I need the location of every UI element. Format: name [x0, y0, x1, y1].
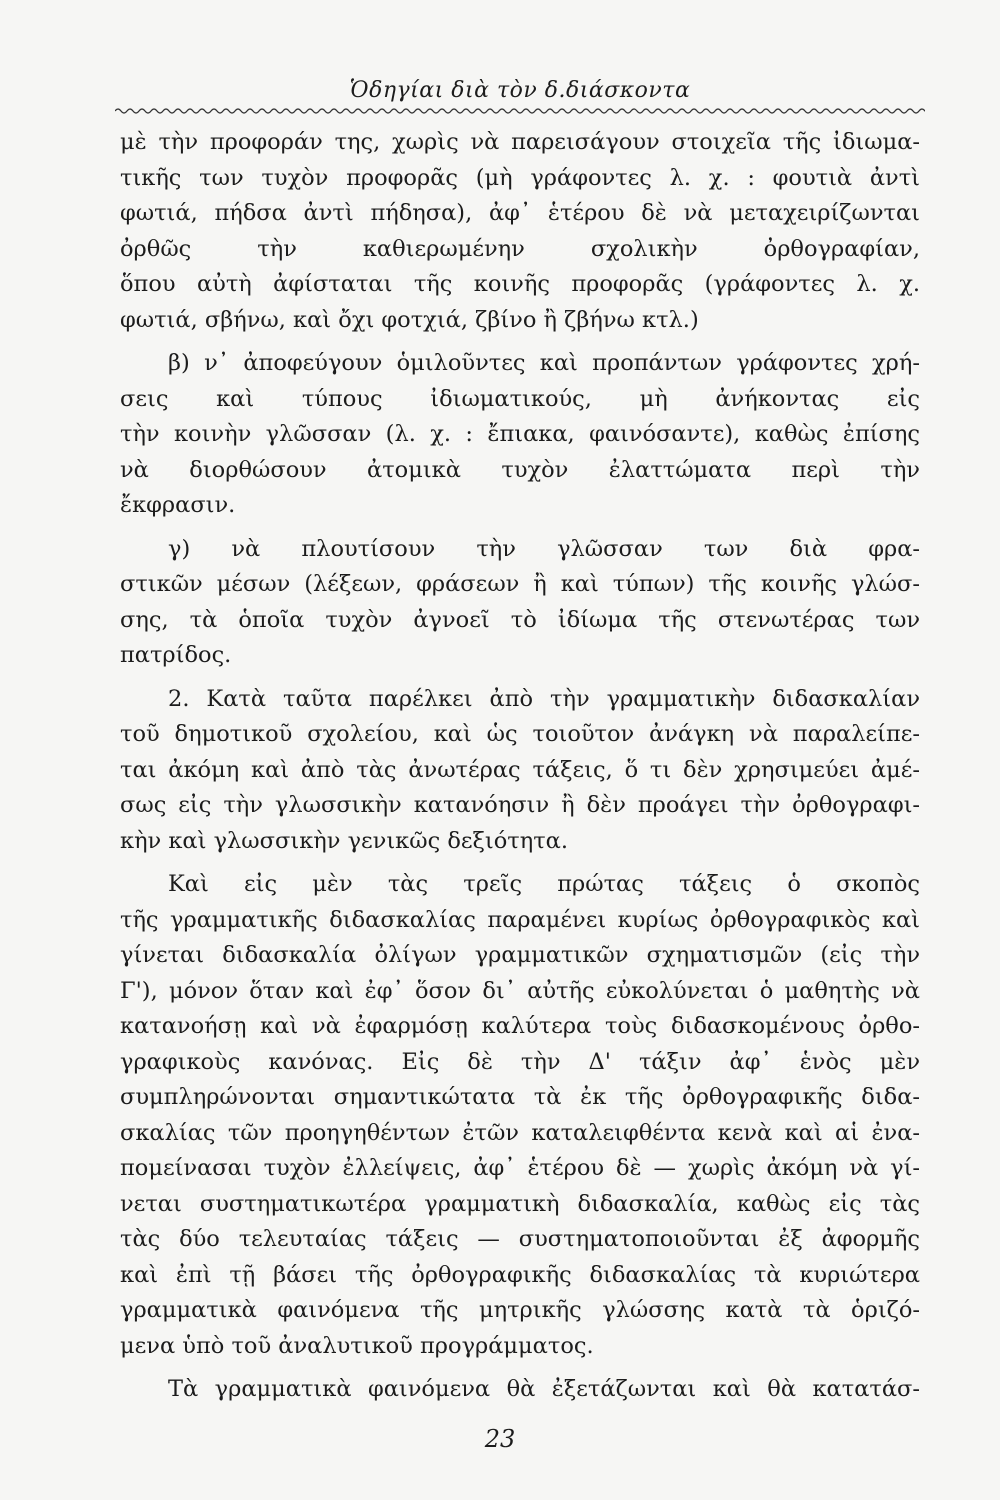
text-line: ται ἀκόμη καὶ ἀπὸ τὰς ἀνωτέρας τάξεις, ὅ τι δὲν χρησιμεύει ἀμέ- — [120, 756, 920, 783]
text-line: σεις καὶ τύπους ἰδιωματικούς, μὴ ἀνήκοντας εἰς — [120, 385, 920, 412]
body-text — [120, 125, 920, 1408]
text-line: σης, τὰ ὁποῖα τυχὸν ἀγνοεῖ τὸ ἰδίωμα τῆς στενωτέρας των — [120, 606, 920, 633]
running-header: Ὁδηγίαι διὰ τὸν δ.διάσκοντα — [349, 78, 691, 103]
text-line: κατανοήσῃ καὶ νὰ ἐφαρμόσῃ καλύτερα τοὺς διδασκομένους ὀρθο- — [120, 1013, 920, 1039]
text-line: ὅπου αὐτὴ ἀφίσταται τῆς κοινῆς προφορᾶς (γράφοντες λ. χ. — [120, 271, 920, 297]
text-line: μὲ τὴν προφοράν της, χωρὶς νὰ παρεισάγουν στοιχεῖα τῆς ἰδιωμα- — [120, 129, 920, 155]
text-line: ἔκφρασιν. — [120, 492, 236, 518]
text-line: γ) νὰ πλουτίσουν τὴν γλῶσσαν των διὰ φρα- — [168, 535, 920, 562]
text-line: νὰ διορθώσουν ἀτομικὰ τυχὸν ἐλαττώματα περὶ τὴν — [120, 456, 920, 483]
text-line: Καὶ εἰς μὲν τὰς τρεῖς πρώτας τάξεις ὁ σκοπὸς — [168, 871, 920, 897]
text-line: μενα ὑπὸ τοῦ ἀναλυτικοῦ προγράμματος. — [120, 1332, 594, 1359]
text-line: τῆς γραμματικῆς διδασκαλίας παραμένει κυρίως ὀρθογραφικὸς καὶ — [120, 906, 920, 933]
text-line: σκαλίας τῶν προηγηθέντων ἐτῶν καταλειφθέντα κενὰ καὶ αἱ ἐνα- — [120, 1119, 920, 1146]
text-line: νεται συστηματικωτέρα γραμματικὴ διδασκαλία, καθὼς εἰς τὰς — [120, 1190, 920, 1217]
text-line: β) ν᾽ ἀποφεύγουν ὁμιλοῦντες καὶ προπάντων γράφοντες χρή- — [168, 350, 920, 376]
text-line: πατρίδος. — [120, 642, 232, 668]
text-line: φωτιά, πήδσα ἀντὶ πήδησα), ἀφ᾽ ἑτέρου δὲ νὰ μεταχειρίζωνται — [120, 200, 920, 226]
text-line: καὶ ἐπὶ τῇ βάσει τῆς ὀρθογραφικῆς διδασκαλίας τὰ κυριώτερα — [120, 1261, 920, 1288]
text-line: συμπληρώνονται σημαντικώτατα τὰ ἐκ τῆς ὀρθογραφικῆς διδα- — [120, 1084, 920, 1110]
text-line: κὴν καὶ γλωσσικὴν γενικῶς δεξιότητα. — [120, 827, 569, 854]
text-line: 2. Κατὰ ταῦτα παρέλκει ἀπὸ τὴν γραμματικὴν διδασκαλίαν — [168, 685, 920, 712]
text-line: Τὰ γραμματικὰ φαινόμενα θὰ ἐξετάζωνται καὶ θὰ κατατάσ- — [168, 1376, 920, 1402]
text-line: τικῆς των τυχὸν προφορᾶς (μὴ γράφοντες λ. χ. : φουτιὰ ἀντὶ — [120, 164, 920, 191]
text-line: τὰς δύο τελευταίας τάξεις — συστηματοποιοῦνται ἐξ ἀφορμῆς — [120, 1226, 920, 1252]
text-line: τὴν κοινὴν γλῶσσαν (λ. χ. : ἔπιακα, φαινόσαντε), καθὼς ἐπίσης — [120, 421, 920, 447]
text-line: φωτιά, σβήνω, καὶ ὄχι φοτχιά, ζβίνο ἢ ζβήνω κτλ.) — [120, 306, 699, 333]
text-line: στικῶν μέσων (λέξεων, φράσεων ἢ καὶ τύπων) τῆς κοινῆς γλώσ- — [120, 571, 920, 597]
text-line: ὀρθῶς τὴν καθιερωμένην σχολικὴν ὀρθογραφίαν, — [120, 235, 920, 262]
text-line: γραφικοὺς κανόνας. Εἰς δὲ τὴν Δ' τάξιν ἀφ᾽ ἑνὸς μὲν — [120, 1048, 920, 1075]
text-line: πομείνασαι τυχὸν ἐλλείψεις, ἀφ᾽ ἑτέρου δὲ — χωρὶς ἀκόμη νὰ γί- — [120, 1155, 920, 1181]
header-wavy-rule — [115, 106, 925, 116]
text-line: γραμματικὰ φαινόμενα τῆς μητρικῆς γλώσσης κατὰ τὰ ὁριζό- — [120, 1297, 920, 1323]
text-line: Γ'), μόνον ὅταν καὶ ἐφ᾽ ὅσον δι᾽ αὐτῆς εὐκολύνεται ὁ μαθητὴς νὰ — [120, 977, 920, 1004]
page-number: 23 — [484, 1425, 516, 1453]
text-line: τοῦ δημοτικοῦ σχολείου, καὶ ὡς τοιοῦτον ἀνάγκη νὰ παραλείπε- — [120, 721, 920, 747]
text-line: σως εἰς τὴν γλωσσικὴν κατανόησιν ἢ δὲν προάγει τὴν ὀρθογραφι- — [120, 792, 920, 818]
text-line: γίνεται διδασκαλία ὀλίγων γραμματικῶν σχηματισμῶν (εἰς τὴν — [120, 942, 920, 968]
